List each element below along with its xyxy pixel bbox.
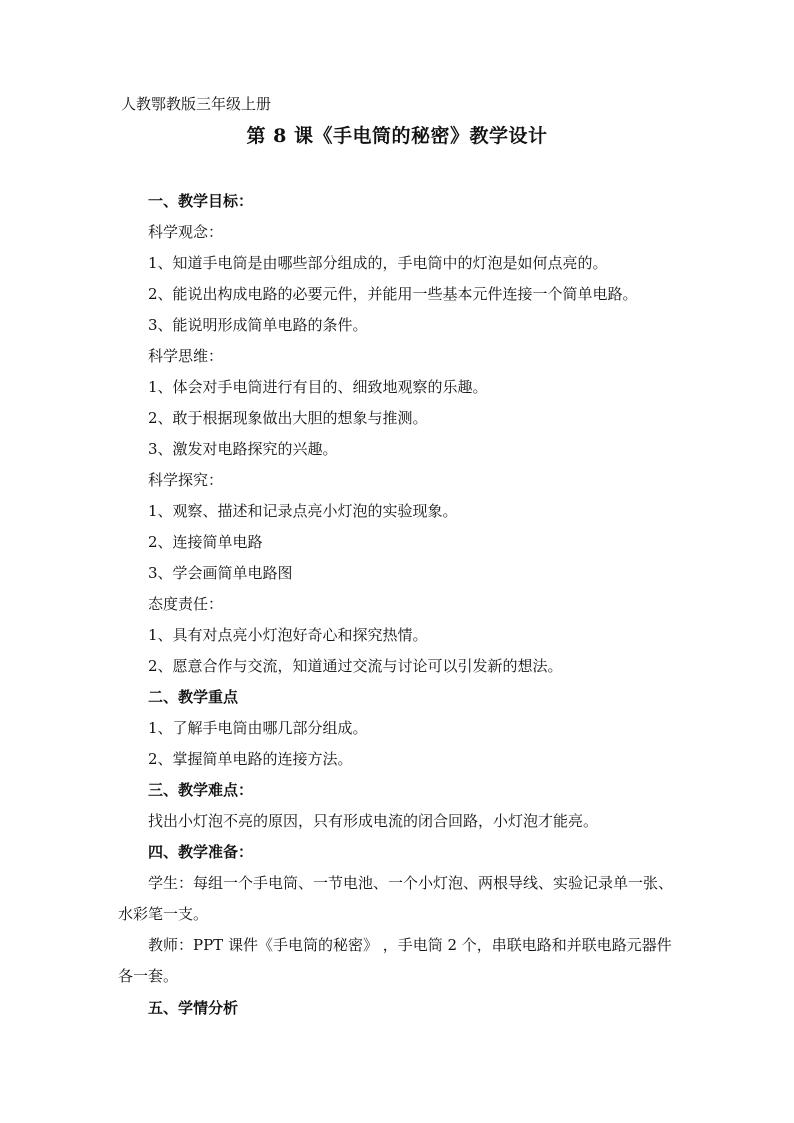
section-heading-preparation: 四、教学准备： <box>148 843 254 861</box>
section-heading-key-points: 二、教学重点 <box>148 688 239 706</box>
key-point-line: 1、了解手电筒由哪几部分组成。 <box>148 719 368 737</box>
publisher-line: 人教鄂教版三年级上册 <box>121 95 272 113</box>
key-point-line: 2、掌握简单电路的连接方法。 <box>148 750 353 768</box>
objective-line: 3、能说明形成简单电路的条件。 <box>148 316 368 334</box>
objective-line: 1、具有对点亮小灯泡好奇心和探究热情。 <box>148 626 428 644</box>
objective-line: 3、学会画简单电路图 <box>148 564 293 582</box>
subheading-scientific-inquiry: 科学探究： <box>148 471 224 489</box>
objective-line: 1、观察、描述和记录点亮小灯泡的实验现象。 <box>148 502 458 520</box>
objective-line: 2、连接简单电路 <box>148 533 263 551</box>
subheading-scientific-concepts: 科学观念： <box>148 223 224 241</box>
difficulty-line: 找出小灯泡不亮的原因，只有形成电流的闭合回路，小灯泡才能亮。 <box>148 812 599 830</box>
preparation-teacher-paragraph: 教师：PPT 课件《手电筒的秘密》 ，手电筒 2 个，串联电路和并联电路元器件各一套。 <box>118 936 672 985</box>
objective-line: 3、激发对电路探究的兴趣。 <box>148 440 338 458</box>
objective-line: 1、体会对手电筒进行有目的、细致地观察的乐趣。 <box>148 378 488 396</box>
document-title: 第 8 课《手电筒的秘密》教学设计 <box>246 125 548 147</box>
objective-line: 2、敢于根据现象做出大胆的想象与推测。 <box>148 409 428 427</box>
preparation-students-paragraph: 学生：每组一个手电筒、一节电池、一个小灯泡、两根导线、实验记录单一张、水彩笔一支。 <box>118 874 674 923</box>
subheading-scientific-thinking: 科学思维： <box>148 347 224 365</box>
objective-line: 2、愿意合作与交流，知道通过交流与讨论可以引发新的想法。 <box>148 657 563 675</box>
subheading-attitude-responsibility: 态度责任： <box>148 595 224 613</box>
section-heading-learner-analysis: 五、学情分析 <box>148 999 239 1017</box>
section-heading-difficulties: 三、教学难点： <box>148 781 254 799</box>
objective-line: 1、知道手电筒是由哪些部分组成的，手电筒中的灯泡是如何点亮的。 <box>148 254 608 272</box>
objective-line: 2、能说出构成电路的必要元件，并能用一些基本元件连接一个简单电路。 <box>148 285 638 303</box>
section-heading-objectives: 一、教学目标： <box>148 192 254 210</box>
